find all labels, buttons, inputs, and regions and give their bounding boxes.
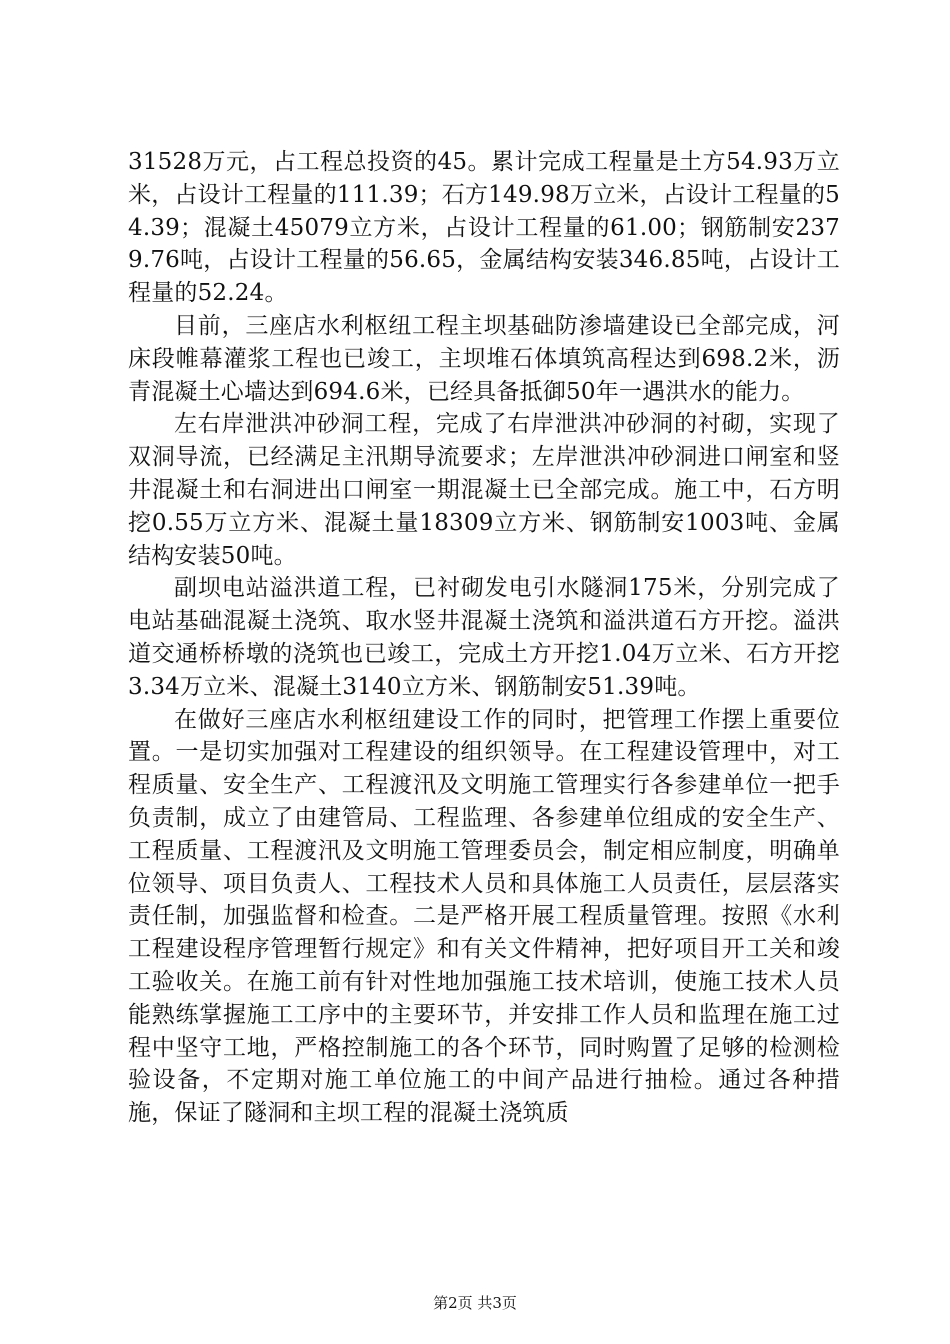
document-body	[128, 146, 840, 1130]
paragraph-flood-discharge-tunnel: 左右岸泄洪冲砂洞工程，完成了右岸泄洪冲砂洞的衬砌，实现了双洞导流，已经满足主汛期导流要求；左岸泄洪冲砂洞进口闸室和竖井混凝土和右洞进出口闸室一期混凝土已全部完成。施工中，石方明挖0.55万立方米、混凝土量18309立方米、钢筋制安1003吨、金属结构安装50吨。	[128, 411, 840, 569]
paragraph-progress-summary: 31528万元，占工程总投资的45。累计完成工程量是土方54.93万立米，占设计工程量的111.39；石方149.98万立米，占设计工程量的54.39；混凝土45079立方米，占设计工程量的61.00；钢筋制安2379.76吨，占设计工程量的56.65，金属结构安装346.85吨，占设计工程量的52.24。	[128, 149, 840, 307]
paragraph-main-dam: 目前，三座店水利枢纽工程主坝基础防渗墙建设已全部完成，河床段帷幕灌浆工程也已竣工，主坝堆石体填筑高程达到698.2米，沥青混凝土心墙达到694.6米，已经具备抵御50年一遇洪水的能力。	[128, 312, 840, 405]
paragraph-management: 在做好三座店水利枢纽建设工作的同时，把管理工作摆上重要位置。一是切实加强对工程建设的组织领导。在工程建设管理中，对工程质量、安全生产、工程渡汛及文明施工管理实行各参建单位一把手负责制，成立了由建管局、工程监理、各参建单位组成的安全生产、工程质量、工程渡汛及文明施工管理委员会，制定相应制度，明确单位领导、项目负责人、工程技术人员和具体施工人员责任，层层落实责任制，加强监督和检查。二是严格开展工程质量管理。按照《水利工程建设程序管理暂行规定》和有关文件精神，把好项目开工关和竣工验收关。在施工前有针对性地加强施工技术培训，使施工技术人员能熟练掌握施工工序中的主要环节，并安排工作人员和监理在施工过程中坚守工地，严格控制施工的各个环节，同时购置了足够的检测检验设备，不定期对施工单位施工的中间产品进行抽检。通过各种措施，保证了隧洞和主坝工程的混凝土浇筑质	[128, 706, 840, 1127]
page-footer: 第2页 共3页	[433, 1294, 517, 1312]
paragraph-spillway-power-station: 副坝电站溢洪道工程，已衬砌发电引水隧洞175米，分别完成了电站基础混凝土浇筑、取水竖井混凝土浇筑和溢洪道石方开挖。溢洪道交通桥桥墩的浇筑也已竣工，完成土方开挖1.04万立米、石方开挖3.34万立米、混凝土3140立方米、钢筋制安51.39吨。	[128, 575, 840, 700]
